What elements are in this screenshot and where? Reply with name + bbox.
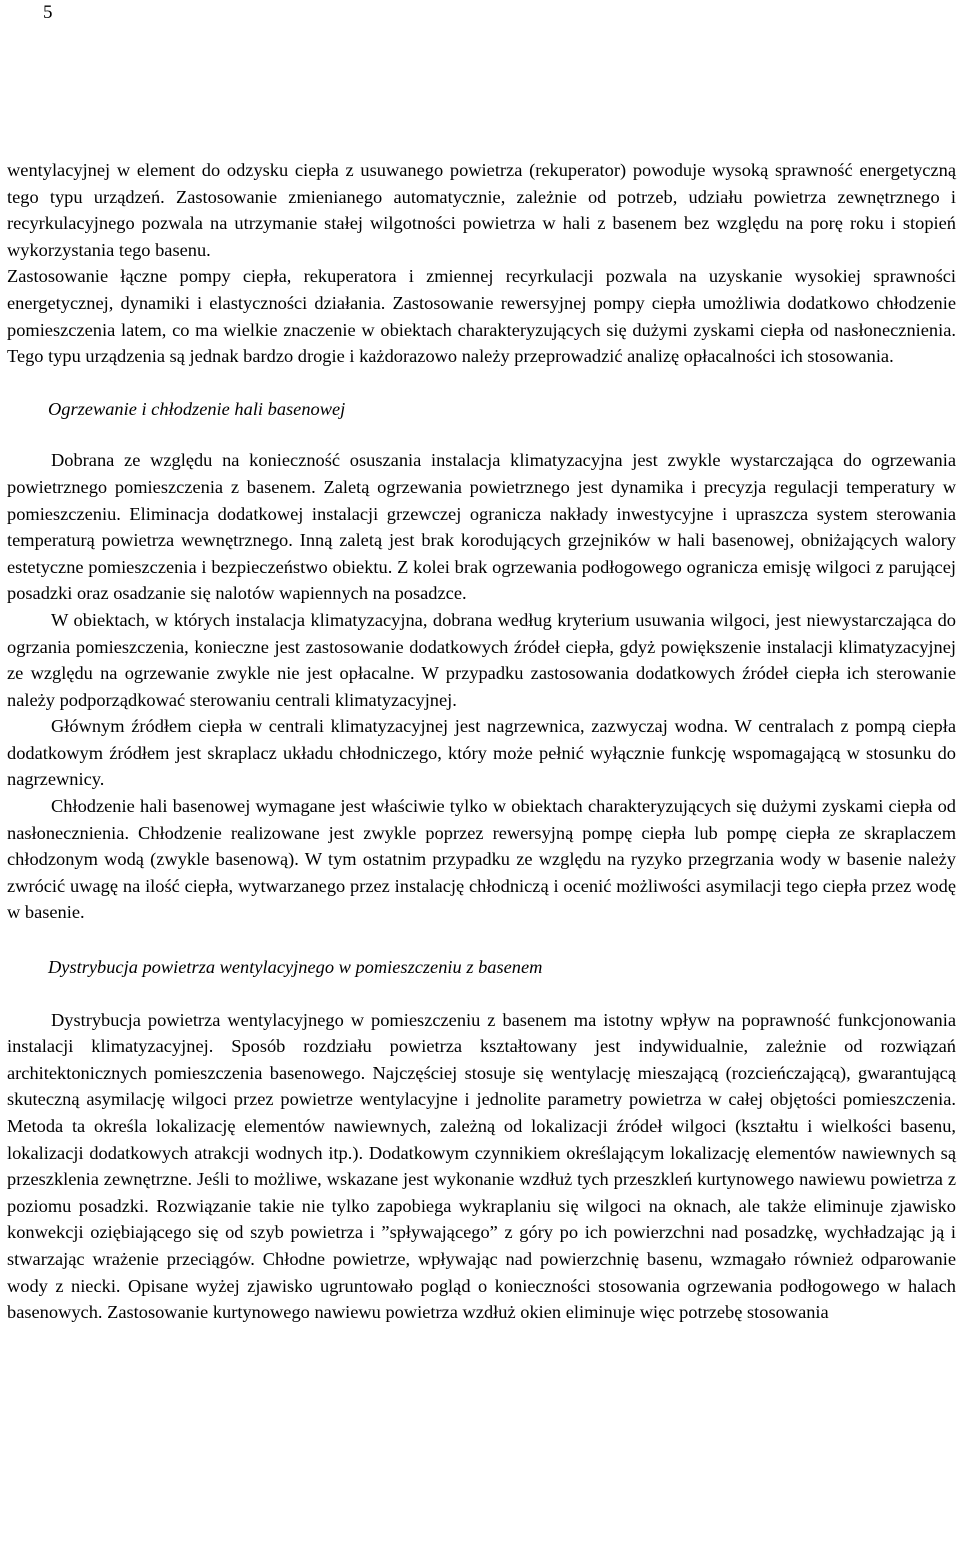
paragraph-instalacja-klimatyzacyjna: Dobrana ze względu na konieczność osuszania instalacja klimatyzacyjna jest zwykle wystarczająca do ogrzewania powietrznego pomieszczenia z basenem. Zaletą ogrzewania powietrznego jest dynamika i precyzja regulacji temperatury w pomieszczeniu. Eliminacja dodatkowej instalacji grzewczej ogranicza nakłady inwestycyjne i upraszcza system sterowania temperaturą powietrza wewnętrznego. Inną zaletą jest brak korodujących grzejników w hali basenowej, obniżających walory estetyczne pomieszczenia i bezpieczeństwo obiektu. Z kolei brak ogrzewania podłogowego ogranicza emisję wilgoci z parującej posadzki oraz osadzanie się nalotów wapiennych na posadzce.: [7, 450, 956, 604]
section-heading-ogrzewanie: Ogrzewanie i chłodzenie hali basenowej: [48, 398, 346, 419]
paragraph-dystrybucja: Dystrybucja powietrza wentylacyjnego w pomieszczeniu z basenem ma istotny wpływ na poprawność funkcjonowania instalacji klimatyzacyjnej. Sposób rozdziału powietrza kształtowany jest indywidualnie, zależnie od rozwiązań architektonicznych pomieszczenia basenowego. Najczęściej stosuje się wentylację mieszającą (rozcieńczającą), gwarantującą skuteczną asymilację wilgoci przez powietrze wentylacyjne i jednolite parametry powietrza w całej objętości pomieszczenia. Metoda ta określa lokalizację elementów nawiewnych, zależną od lokalizacji źródeł wilgoci (kształtu i wielkości basenu, lokalizacji dodatkowych atrakcji wodnych itp.). Dodatkowym czynnikiem określającym lokalizację elementów nawiewnych są przeszklenia zewnętrzne. Jeśli to możliwe, wskazane jest wykonanie wzdłuż tych przeszkleń kurtynowego nawiewu powietrza z poziomu posadzki. Rozwiązanie takie nie tylko zapobiega wykraplaniu się wilgoci na oknach, ale także eliminuje zjawisko konwekcji oziębiającego się od szyb powietrza i ”spływającego” z góry po ich powierzchni nad posadzkę, wychładzając ją i stwarzając wrażenie przeciągów. Chłodne powietrze, wpływając nad powierzchnię basenu, wzmagało również odparowanie wody z niecki. Opisane wyżej zjawisko ugruntowało pogląd o konieczności stosowania ogrzewania podłogowego w halach basenowych. Zastosowanie kurtynowego nawiewu powietrza wzdłuż okien eliminuje więc potrzebę stosowania: [7, 1009, 956, 1323]
paragraph-chlodzenie: Chłodzenie hali basenowej wymagane jest właściwie tylko w obiektach charakteryzujących się dużymi zyskami ciepła od nasłonecznienia. Chłodzenie realizowane jest zwykle poprzez rewersyjną pompę ciepła lub pompę ciepła ze skraplaczem chłodzonym wodą (zwykle basenową). W tym ostatnim przypadku ze względu na ryzyko przegrzania wody w basenie należy zwrócić uwagę na ilość ciepła, wytwarzanego przez instalację chłodniczą i ocenić możliwości asymilacji tego ciepła przez wodę w basenie.: [7, 796, 956, 923]
paragraph-dodatkowe-zrodla: W obiektach, w których instalacja klimatyzacyjna, dobrana według kryterium usuwania wilgoci, jest niewystarczająca do ogrzania pomieszczenia, konieczne jest zastosowanie dodatkowych źródeł ciepła, gdyż powiększenie instalacji klimatyzacyjnej ze względu na ogrzewanie zwykle nie jest opłacalne. W przypadku zastosowania dodatkowych źródeł ciepła ich sterowanie należy podporządkować sterowaniu centrali klimatyzacyjnej.: [7, 609, 956, 710]
page-number: 5: [43, 2, 53, 23]
paragraph-pompa-ciepla: Zastosowanie łączne pompy ciepła, rekuperatora i zmiennej recyrkulacji pozwala na uzyskanie wysokiej sprawności energetycznej, dynamiki i elastyczności działania. Zastosowanie rewersyjnej pompy ciepła umożliwia dodatkowo chłodzenie pomieszczenia latem, co ma wielkie znaczenie w obiektach charakteryzujących się dużymi zyskami ciepła od nasłonecznienia. Tego typu urządzenia są jednak bardzo drogie i każdorazowo należy przeprowadzić analizę opłacalności ich stosowania.: [7, 266, 956, 367]
paragraph-rekuperator: wentylacyjnej w element do odzysku ciepła z usuwanego powietrza (rekuperator) powoduje wysoką sprawność energetyczną tego typu urządzeń. Zastosowanie zmienianego automatycznie, zależnie od potrzeb, udziału powietrza zewnętrznego i recyrkulacyjnego pozwala na utrzymanie stałej wilgotności powietrza w hali z basenem bez względu na porę roku i stopień wykorzystania tego basenu.: [7, 160, 956, 260]
section-heading-dystrybucja: Dystrybucja powietrza wentylacyjnego w pomieszczeniu z basenem: [48, 957, 543, 978]
document-body: [7, 157, 956, 1326]
paragraph-nagrzewnica: Głównym źródłem ciepła w centrali klimatyzacyjnej jest nagrzewnica, zazwyczaj wodna. W centralach z pompą ciepła dodatkowym źródłem jest skraplacz układu chłodniczego, który może pełnić wyłącznie funkcję wspomagającą w stosunku do nagrzewnicy.: [7, 716, 956, 790]
